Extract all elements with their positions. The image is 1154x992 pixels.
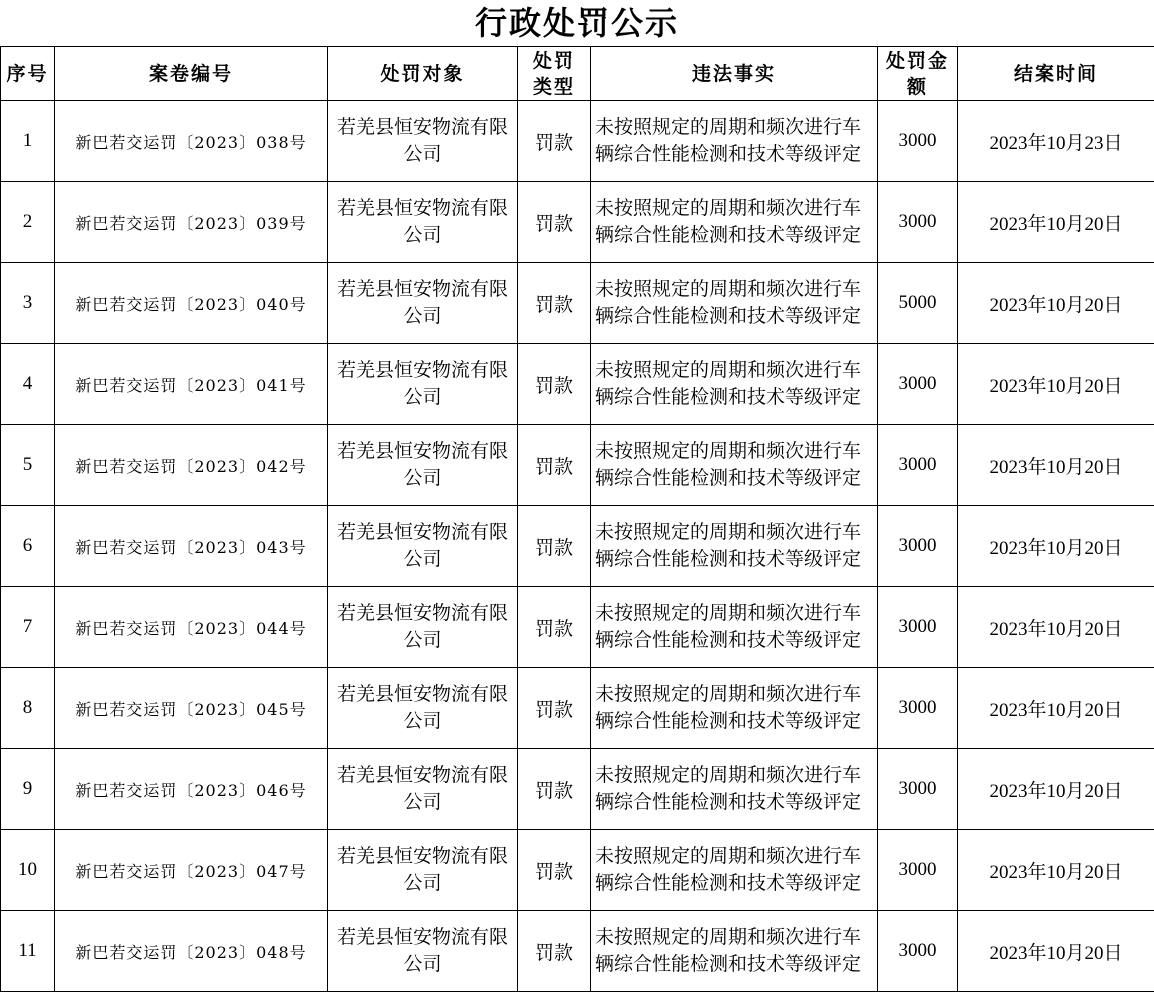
table-row [1, 101, 1154, 182]
cell-seq: 10 [1, 830, 55, 911]
cell-seq: 6 [1, 506, 55, 587]
cell-amount: 3000 [878, 587, 958, 668]
table-row [1, 425, 1154, 506]
cell-date: 2023年10月20日 [958, 587, 1154, 668]
cell-seq: 9 [1, 749, 55, 830]
cell-case-no: 新巴若交运罚〔2023〕038号 [55, 101, 328, 182]
table-row [1, 668, 1154, 749]
cell-target: 若羌县恒安物流有限公司 [328, 749, 518, 830]
header-amount: 处罚金额 [878, 47, 958, 101]
cell-fact: 未按照规定的周期和频次进行车辆综合性能检测和技术等级评定 [591, 911, 878, 992]
cell-date: 2023年10月20日 [958, 830, 1154, 911]
cell-case-no: 新巴若交运罚〔2023〕048号 [55, 911, 328, 992]
cell-case-no: 新巴若交运罚〔2023〕040号 [55, 263, 328, 344]
header-fact: 违法事实 [591, 47, 878, 101]
cell-type: 罚款 [518, 911, 591, 992]
cell-fact: 未按照规定的周期和频次进行车辆综合性能检测和技术等级评定 [591, 587, 878, 668]
table-row [1, 182, 1154, 263]
cell-case-no: 新巴若交运罚〔2023〕046号 [55, 749, 328, 830]
page-title: 行政处罚公示 [474, 4, 679, 42]
cell-type: 罚款 [518, 182, 591, 263]
cell-date: 2023年10月20日 [958, 263, 1154, 344]
cell-seq: 2 [1, 182, 55, 263]
cell-fact: 未按照规定的周期和频次进行车辆综合性能检测和技术等级评定 [591, 506, 878, 587]
cell-target: 若羌县恒安物流有限公司 [328, 668, 518, 749]
header-case-no: 案卷编号 [55, 47, 328, 101]
cell-amount: 3000 [878, 749, 958, 830]
cell-type: 罚款 [518, 101, 591, 182]
cell-case-no: 新巴若交运罚〔2023〕042号 [55, 425, 328, 506]
cell-target: 若羌县恒安物流有限公司 [328, 425, 518, 506]
header-type: 处罚类型 [518, 47, 591, 101]
cell-amount: 5000 [878, 263, 958, 344]
cell-case-no: 新巴若交运罚〔2023〕041号 [55, 344, 328, 425]
table-header-row [1, 47, 1154, 101]
cell-case-no: 新巴若交运罚〔2023〕039号 [55, 182, 328, 263]
cell-target: 若羌县恒安物流有限公司 [328, 587, 518, 668]
table-row [1, 344, 1154, 425]
cell-type: 罚款 [518, 830, 591, 911]
cell-seq: 4 [1, 344, 55, 425]
cell-amount: 3000 [878, 101, 958, 182]
cell-case-no: 新巴若交运罚〔2023〕045号 [55, 668, 328, 749]
cell-amount: 3000 [878, 344, 958, 425]
table-body [1, 101, 1154, 992]
cell-fact: 未按照规定的周期和频次进行车辆综合性能检测和技术等级评定 [591, 425, 878, 506]
cell-fact: 未按照规定的周期和频次进行车辆综合性能检测和技术等级评定 [591, 830, 878, 911]
cell-type: 罚款 [518, 425, 591, 506]
header-seq: 序号 [1, 47, 55, 101]
cell-date: 2023年10月20日 [958, 506, 1154, 587]
cell-target: 若羌县恒安物流有限公司 [328, 830, 518, 911]
cell-fact: 未按照规定的周期和频次进行车辆综合性能检测和技术等级评定 [591, 668, 878, 749]
cell-fact: 未按照规定的周期和频次进行车辆综合性能检测和技术等级评定 [591, 101, 878, 182]
cell-fact: 未按照规定的周期和频次进行车辆综合性能检测和技术等级评定 [591, 344, 878, 425]
cell-amount: 3000 [878, 911, 958, 992]
cell-target: 若羌县恒安物流有限公司 [328, 182, 518, 263]
cell-fact: 未按照规定的周期和频次进行车辆综合性能检测和技术等级评定 [591, 182, 878, 263]
cell-type: 罚款 [518, 587, 591, 668]
table-row [1, 749, 1154, 830]
cell-date: 2023年10月20日 [958, 668, 1154, 749]
table-row [1, 911, 1154, 992]
cell-amount: 3000 [878, 425, 958, 506]
cell-seq: 1 [1, 101, 55, 182]
penalty-table [0, 46, 1154, 992]
cell-date: 2023年10月20日 [958, 749, 1154, 830]
cell-amount: 3000 [878, 668, 958, 749]
cell-date: 2023年10月20日 [958, 182, 1154, 263]
cell-seq: 8 [1, 668, 55, 749]
cell-type: 罚款 [518, 749, 591, 830]
table-row [1, 263, 1154, 344]
cell-target: 若羌县恒安物流有限公司 [328, 101, 518, 182]
cell-seq: 5 [1, 425, 55, 506]
cell-seq: 11 [1, 911, 55, 992]
cell-target: 若羌县恒安物流有限公司 [328, 506, 518, 587]
table-row [1, 830, 1154, 911]
cell-date: 2023年10月23日 [958, 101, 1154, 182]
cell-type: 罚款 [518, 344, 591, 425]
header-date: 结案时间 [958, 47, 1154, 101]
header-target: 处罚对象 [328, 47, 518, 101]
cell-case-no: 新巴若交运罚〔2023〕047号 [55, 830, 328, 911]
cell-target: 若羌县恒安物流有限公司 [328, 911, 518, 992]
table-row [1, 506, 1154, 587]
cell-seq: 7 [1, 587, 55, 668]
cell-amount: 3000 [878, 182, 958, 263]
cell-target: 若羌县恒安物流有限公司 [328, 344, 518, 425]
cell-date: 2023年10月20日 [958, 344, 1154, 425]
cell-date: 2023年10月20日 [958, 425, 1154, 506]
cell-case-no: 新巴若交运罚〔2023〕043号 [55, 506, 328, 587]
cell-target: 若羌县恒安物流有限公司 [328, 263, 518, 344]
cell-amount: 3000 [878, 506, 958, 587]
cell-type: 罚款 [518, 668, 591, 749]
cell-type: 罚款 [518, 263, 591, 344]
cell-fact: 未按照规定的周期和频次进行车辆综合性能检测和技术等级评定 [591, 263, 878, 344]
cell-type: 罚款 [518, 506, 591, 587]
cell-amount: 3000 [878, 830, 958, 911]
cell-case-no: 新巴若交运罚〔2023〕044号 [55, 587, 328, 668]
cell-date: 2023年10月20日 [958, 911, 1154, 992]
cell-fact: 未按照规定的周期和频次进行车辆综合性能检测和技术等级评定 [591, 749, 878, 830]
table-row [1, 587, 1154, 668]
cell-seq: 3 [1, 263, 55, 344]
